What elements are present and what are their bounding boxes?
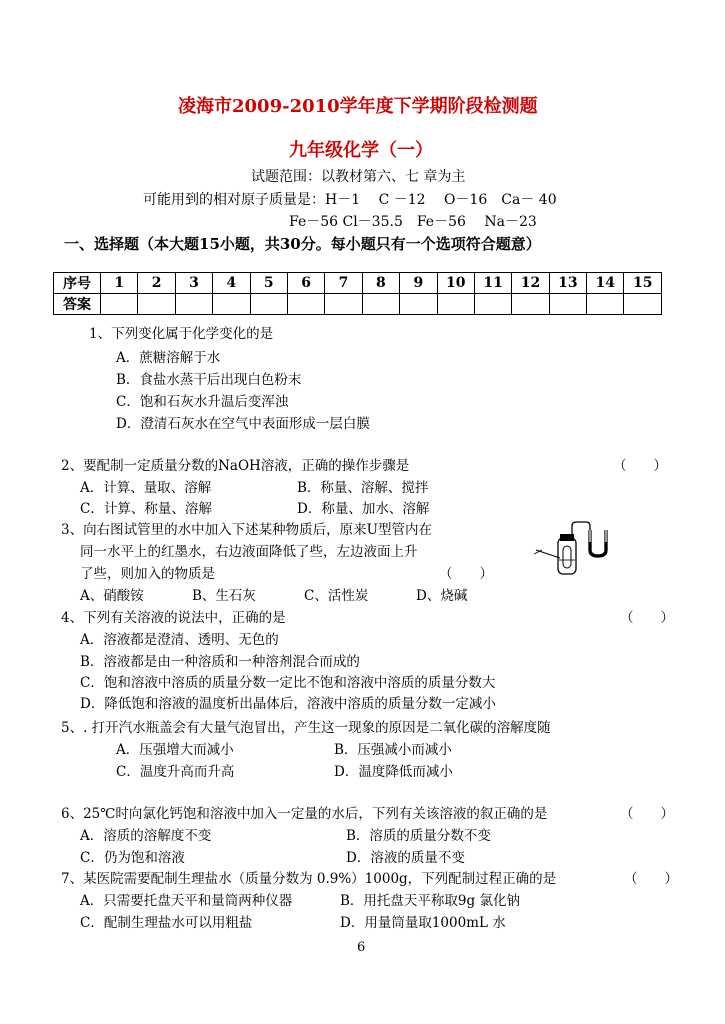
q5-stem: 5、. 打开汽水瓶盖会有大量气泡冒出，产生这一现象的原因是二氧化碳的溶解度随 [61,720,551,736]
table-cell-number: 7 [325,273,362,294]
section-heading: 一、选择题（本大题15小题，共30分。每小题只有一个选项符合题意） [64,235,541,253]
table-cell-number: 12 [512,273,549,294]
q5-option-d: D．温度降低而减小 [334,764,453,780]
answer-cell[interactable] [325,294,362,315]
q4-option-b: B．溶液都是由一种溶质和一种溶剂混合而成的 [80,654,360,670]
answer-table-answer-row [54,294,662,315]
exam-subtitle: 九年级化学（一） [289,140,433,161]
table-cell-number: 2 [138,273,175,294]
answer-cell[interactable] [101,294,138,315]
table-cell-number: 3 [175,273,212,294]
q1-option-b: B．食盐水蒸干后出现白色粉末 [116,372,302,388]
table-cell-number: 9 [400,273,437,294]
q3-option-a: A、硝酸铵 [80,588,144,604]
table-cell-number: 11 [474,273,511,294]
table-cell-number: 10 [437,273,474,294]
q3-option-c: C、活性炭 [304,588,369,604]
q4-option-a: A．溶液都是澄清、透明、无色的 [80,632,279,648]
q6-option-a: A．溶质的溶解度不变 [80,828,212,844]
q3-stem-line1: 3、向右图试管里的水中加入下述某种物质后，原来U型管内在 [61,522,432,538]
q4-option-d: D．降低饱和溶液的温度析出晶体后，溶液中溶质的质量分数一定减小 [80,696,496,712]
q3-answer-paren: （ ） [439,566,493,582]
q2-option-d: D．称量、加水、溶解 [297,501,430,517]
answer-cell[interactable] [362,294,399,315]
answer-cell[interactable] [512,294,549,315]
q5-option-c: C．温度升高而升高 [116,764,235,780]
answer-cell[interactable] [250,294,287,315]
q7-answer-paren: （ ） [624,871,678,887]
table-cell-number: 5 [250,273,287,294]
q4-stem: 4、下列有关溶液的说法中，正确的是 [61,610,286,626]
table-header-answer: 答案 [54,294,101,315]
q6-option-b: B．溶质的质量分数不变 [346,828,491,844]
table-cell-number: 8 [362,273,399,294]
q6-option-d: D．溶液的质量不变 [346,850,465,866]
q2-option-a: A．计算、量取、溶解 [80,480,212,496]
q3-option-d: D、烧碱 [416,588,468,604]
atomic-masses-line2: Fe－56 Cl－35.5 Fe－56 Na－23 [289,214,537,230]
answer-cell[interactable] [624,294,662,315]
q6-option-c: C．仍为饱和溶液 [80,850,185,866]
q1-option-d: D．澄清石灰水在空气中表面形成一层白膜 [116,416,370,432]
q3-stem-line2: 同一水平上的红墨水，右边液面降低了些，左边液面上升 [80,544,418,560]
q2-answer-paren: （ ） [613,458,667,474]
q3-stem-line3: 了些，则加入的物质是 [80,566,215,582]
q7-option-a: A．只需要托盘天平和量筒两种仪器 [80,893,293,909]
exam-scope: 试题范围：以教材第六、七 章为主 [251,169,466,185]
table-cell-number: 13 [549,273,586,294]
answer-table-number-row [54,273,662,294]
q4-option-c: C．饱和溶液中溶质的质量分数一定比不饱和溶液中溶质的质量分数大 [80,675,496,691]
answer-cell[interactable] [437,294,474,315]
page-number: 6 [357,940,366,955]
q2-stem: 2、要配制一定质量分数的NaOH溶液，正确的操作步骤是 [61,458,410,474]
u-tube-apparatus-figure [532,516,624,582]
q6-stem: 6、25℃时向氯化钙饱和溶液中加入一定量的水后，下列有关该溶液的叙正确的是 [61,806,548,822]
atomic-masses-line1: 可能用到的相对原子质量是：H－1 C －12 O－16 Ca－ 40 [143,192,557,208]
q1-option-a: A．蔗糖溶解于水 [116,350,221,366]
table-header-number: 序号 [54,273,101,294]
answer-cell[interactable] [138,294,175,315]
q1-stem: 1、下列变化属于化学变化的是 [89,326,274,342]
answer-table [53,272,662,315]
q5-option-a: A．压强增大而减小 [116,742,234,758]
q1-option-c: C．饱和石灰水升温后变浑浊 [116,394,289,410]
answer-cell[interactable] [213,294,250,315]
q6-answer-paren: （ ） [620,806,674,822]
q7-stem: 7、某医院需要配制生理盐水（质量分数为 0.9%）1000g，下列配制过程正确的是 [61,871,557,887]
table-cell-number: 6 [287,273,324,294]
q7-option-b: B．用托盘天平称取9g 氯化钠 [340,893,520,909]
q5-option-b: B．压强减小而减小 [334,742,452,758]
answer-cell[interactable] [474,294,511,315]
exam-title: 凌海市2009-2010学年度下学期阶段检测题 [178,96,538,117]
table-cell-number: 4 [213,273,250,294]
q2-option-c: C．计算、称量、溶解 [80,501,212,517]
q2-option-b: B．称量、溶解、搅拌 [297,480,429,496]
answer-cell[interactable] [400,294,437,315]
q7-option-d: D．用量筒量取1000mL 水 [340,915,506,931]
table-cell-number: 14 [587,273,624,294]
table-cell-number: 1 [101,273,138,294]
q7-option-c: C．配制生理盐水可以用粗盐 [80,915,253,931]
q3-option-b: B、生石灰 [192,588,256,604]
answer-cell[interactable] [175,294,212,315]
table-cell-number: 15 [624,273,662,294]
answer-cell[interactable] [287,294,324,315]
answer-cell[interactable] [587,294,624,315]
q4-answer-paren: （ ） [620,610,674,626]
answer-cell[interactable] [549,294,586,315]
